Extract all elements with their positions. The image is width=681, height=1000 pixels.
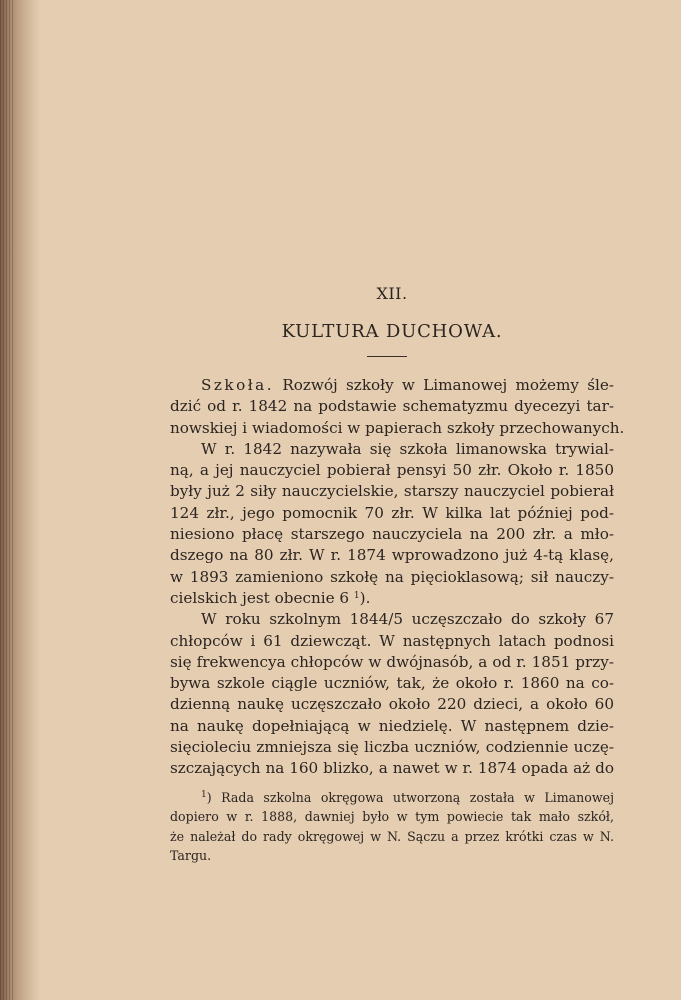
- body-text: [170, 375, 625, 780]
- section-lead-word: Szkoła.: [201, 376, 275, 394]
- body-line: dzienną naukę uczęszczało około 220 dzieci, a około 60: [170, 695, 614, 714]
- body-line: W roku szkolnym 1844/5 uczęszczało do szkoły 67: [201, 610, 614, 629]
- footnote-line-text: Rada szkolna okręgowa utworzoną została w Limanowej: [221, 790, 614, 805]
- body-line: W r. 1842 nazywała się szkoła limanowska trywial-: [201, 439, 614, 458]
- footnote-line: dopiero w r. 1888, dawniej było w tym powiecie tak mało szkół,: [170, 809, 614, 825]
- body-line-text: Rozwój szkoły w Limanowej możemy śle-: [282, 376, 615, 394]
- chapter-number: XII.: [376, 284, 408, 303]
- footnote-line: [170, 788, 614, 807]
- body-line: się frekwencya chłopców w dwójnasób, a od r. 1851 przy-: [170, 652, 614, 671]
- body-line: [170, 375, 614, 396]
- body-line: w 1893 zamieniono szkołę na pięcioklasową; sił nauczy-: [170, 567, 614, 586]
- footnote-line: Targu.: [170, 848, 212, 864]
- body-line: bywa szkole ciągle uczniów, tak, że około r. 1860 na co-: [170, 674, 614, 693]
- body-line: niesiono płacę starszego nauczyciela na 200 złr. a mło-: [170, 525, 614, 544]
- body-line: nowskiej i wiadomości w papierach szkoły przechowanych.: [170, 418, 625, 437]
- footnote-marker-suffix: ): [206, 790, 212, 805]
- body-line: 124 złr., jego pomocnik 70 złr. W kilka lat później pod-: [170, 503, 614, 522]
- footnote-reference: 1: [353, 590, 360, 601]
- body-line-text: cielskich jest obecnie 6: [170, 588, 350, 607]
- footnote-reference-suffix: ).: [359, 588, 371, 607]
- footnote: [170, 788, 614, 866]
- body-line: dzić od r. 1842 na podstawie schematyzmu dyecezyi tar-: [170, 397, 614, 416]
- page-edge-lines: [0, 0, 14, 1000]
- page-binding-edge: [0, 0, 40, 1000]
- body-line: dszego na 80 złr. W r. 1874 wprowadzono już 4-tą klasę,: [170, 546, 614, 565]
- footnote-marker: 1: [201, 790, 207, 800]
- title-divider: [367, 356, 407, 357]
- body-line: szczających na 160 blizko, a nawet w r. 1874 opada aż do: [170, 759, 614, 778]
- body-line: [170, 588, 614, 609]
- body-line: chłopców i 61 dziewcząt. W następnych latach podnosi: [170, 631, 614, 650]
- body-line: na naukę dopełniającą w niedzielę. W następnem dzie-: [170, 716, 614, 735]
- body-line: ną, a jej nauczyciel pobierał pensyi 50 złr. Około r. 1850: [170, 461, 614, 480]
- body-line: sięcioleciu zmniejsza się liczba uczniów, codziennie uczę-: [170, 738, 614, 757]
- chapter-title: KULTURA DUCHOWA.: [281, 321, 503, 342]
- footnote-line: że należał do rady okręgowej w N. Sączu a przez krótki czas w N.: [170, 828, 614, 844]
- body-line: były już 2 siły nauczycielskie, starszy nauczyciel pobierał: [170, 482, 614, 501]
